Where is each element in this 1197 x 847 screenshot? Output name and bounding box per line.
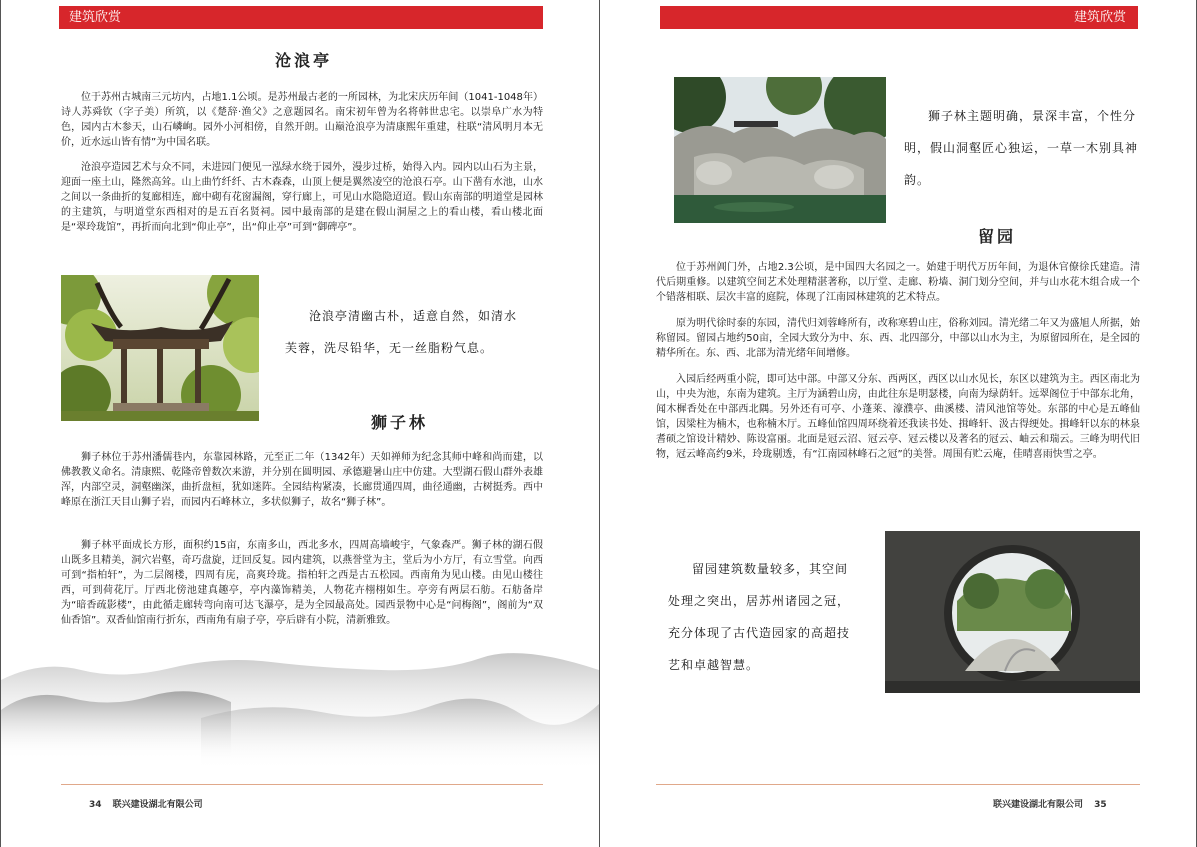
footer-rule	[656, 784, 1140, 785]
footer-rule	[61, 784, 543, 785]
liuyuan-paragraph-3: 入园后经两重小院，即可达中部。中部又分东、西两区，西区以山水见长，东区以建筑为主。西区南北为山，中央为池，东南为建筑。主厅为涵碧山房，由此往东是明瑟楼，向南为绿荫轩。远翠阁位于中部东北角，闻木樨香处在中部西北隅。另外还有可亭、小蓬莱、濠濮亭、曲溪楼、清风池馆等处。东部的中心是五峰仙馆，因梁柱为楠木，也称楠木厅。五峰仙馆四周环绕着还我读书处、揖峰轩、汲古得绠处。揖峰轩以东的林泉耆硕之馆设计精妙、陈设富丽。北面是冠云沼、冠云亭、冠云楼以及著名的冠云、岫云和瑞云。三峰为明代旧物，冠云峰高约9米，玲珑剔透，有“江南园林峰石之冠”的美誉。周围有贮云庵，佳晴喜雨快雪之亭。	[656, 374, 1140, 460]
shizilin-paragraph-1: 狮子林位于苏州潘儒巷内，东靠园林路，元至正二年（1342年）天如禅师为纪念其师中峰和尚而建，以佛教教义命名。清康熙、乾隆帝曾数次来游，并分别在圆明园、承德避暑山庄中仿建。大型湖石假山群外表雄浑，内部空灵，洞壑幽深，曲折盘桓，犹如迷阵。全园结构紧凑，长廊贯通四周，曲径通幽，古树挺秀。西中峰原在浙江天目山狮子岩，而园内石峰林立，多状似狮子，故名“狮子林”。	[61, 452, 543, 508]
moon-gate-photo	[885, 531, 1140, 693]
canglang-paragraph-1: 位于苏州古城南三元坊内，占地1.1公顷。是苏州最古老的一所园林，为北宋庆历年间（1041-1048年）诗人苏舜钦（字子美）所筑，以《楚辞·渔父》之意题园名。南宋初年曾为名将韩世忠宅。以崇阜广水为特色，园内古木参天，山石嶙峋。园外小河相傍，自然开朗。山巅沧浪亭为清康熙年重建，柱联“清风明月本无价，近水远山皆有情”为中国名联。	[61, 92, 543, 148]
page-header: 建筑欣赏	[59, 6, 543, 29]
page-footer	[993, 797, 1115, 810]
ink-mountains-decoration	[1, 640, 599, 780]
shizilin-caption: 狮子林主题明确，景深丰富，个性分明，假山洞壑匠心独运，一草一木别具神韵。	[904, 109, 1139, 187]
shizilin-paragraph-2: 狮子林平面成长方形，面积约15亩，东南多山，西北多水，四周高墙峻宇，气象森严。狮子林的湖石假山既多且精美，洞穴岩壑，奇巧盘旋，迂回反复。园内建筑，以燕誉堂为主，堂后为小方厅，有立雪堂。向西可到“指柏轩”，为二层阁楼，四周有庑，高爽玲珑。指柏轩之西是古五松园。西南角为见山楼。由见山楼往西，可到荷花厅。厅西北傍池建真趣亭，亭内藻饰精美，人物花卉栩栩如生。亭旁有两层石舫。石舫备岸为“暗香疏影楼”，由此循走廊转弯向南可达飞瀑亭，是为全园最高处。园西景物中心是“问梅阁”，阁前为“双仙香馆”。双香仙馆南行折东，西南角有扇子亭，亭后辟有小院，清新雅致。	[61, 540, 543, 626]
rockery-pond-photo	[674, 77, 886, 223]
page-header: 建筑欣赏	[660, 6, 1138, 29]
liuyuan-caption: 留园建筑数量较多，其空间处理之突出，居苏州诸园之冠，充分体现了古代造园家的高超技艺和卓越智慧。	[668, 562, 851, 672]
liuyuan-paragraph-2: 原为明代徐时泰的东园，清代归刘蓉峰所有，改称寒碧山庄，俗称刘园。清光绪二年又为盛旭人所据，始称留园。留园占地约50亩，全园大致分为中、东、西、北四部分，中部以山水为主，为原留园所在，是全园的精华所在。东、西、北部为清光绪年间增修。	[656, 318, 1140, 359]
pavilion-photo	[61, 275, 259, 421]
page-number: 35	[1094, 800, 1107, 810]
left-page	[1, 0, 599, 847]
company-name: 联兴建设湖北有限公司	[112, 800, 203, 810]
canglang-paragraph-2: 沧浪亭造园艺术与众不同，未进园门便见一泓绿水绕于园外，漫步过桥，始得入内。园内以山石为主景，迎面一座土山，隆然高耸。山上曲竹纤纤、古木森森，山顶上便是翼然凌空的沧浪石亭。山下凿有水池，山水之间以一条曲折的复廊相连，廊中砌有花窗漏阁，穿行廊上，可见山水隐隐迢迢。假山东南部的明道堂是园林的主建筑，与明道堂东西相对的是五百名贤祠。园中最南部的是建在假山洞屋之上的看山楼，看山楼北面是“翠玲珑馆”，再折而向北到“仰止亭”，出“仰止亭”可到“御碑亭”。	[61, 162, 543, 233]
page-number: 34	[89, 800, 102, 810]
canglang-caption: 沧浪亭清幽古朴，适意自然，如清水芙蓉，洗尽铅华，无一丝脂粉气息。	[285, 309, 518, 355]
company-name: 联兴建设湖北有限公司	[993, 800, 1084, 810]
liuyuan-paragraph-1: 位于苏州阊门外，占地2.3公顷，是中国四大名园之一。始建于明代万历年间，为退休官僚徐氏建造。清代后期重修。以建筑空间艺术处理精湛著称，以厅堂、走廊、粉墙、洞门划分空间，并与山水花木组合成一个个错落相联、层次丰富的庭院，体现了江南园林建筑的艺术特点。	[656, 262, 1140, 303]
section-title-shizilin: 狮子林	[371, 413, 429, 432]
section-title-liuyuan: 留园	[978, 227, 1017, 246]
right-page	[600, 0, 1196, 847]
section-title-canglang: 沧浪亭	[275, 51, 333, 70]
page-footer	[81, 797, 203, 810]
